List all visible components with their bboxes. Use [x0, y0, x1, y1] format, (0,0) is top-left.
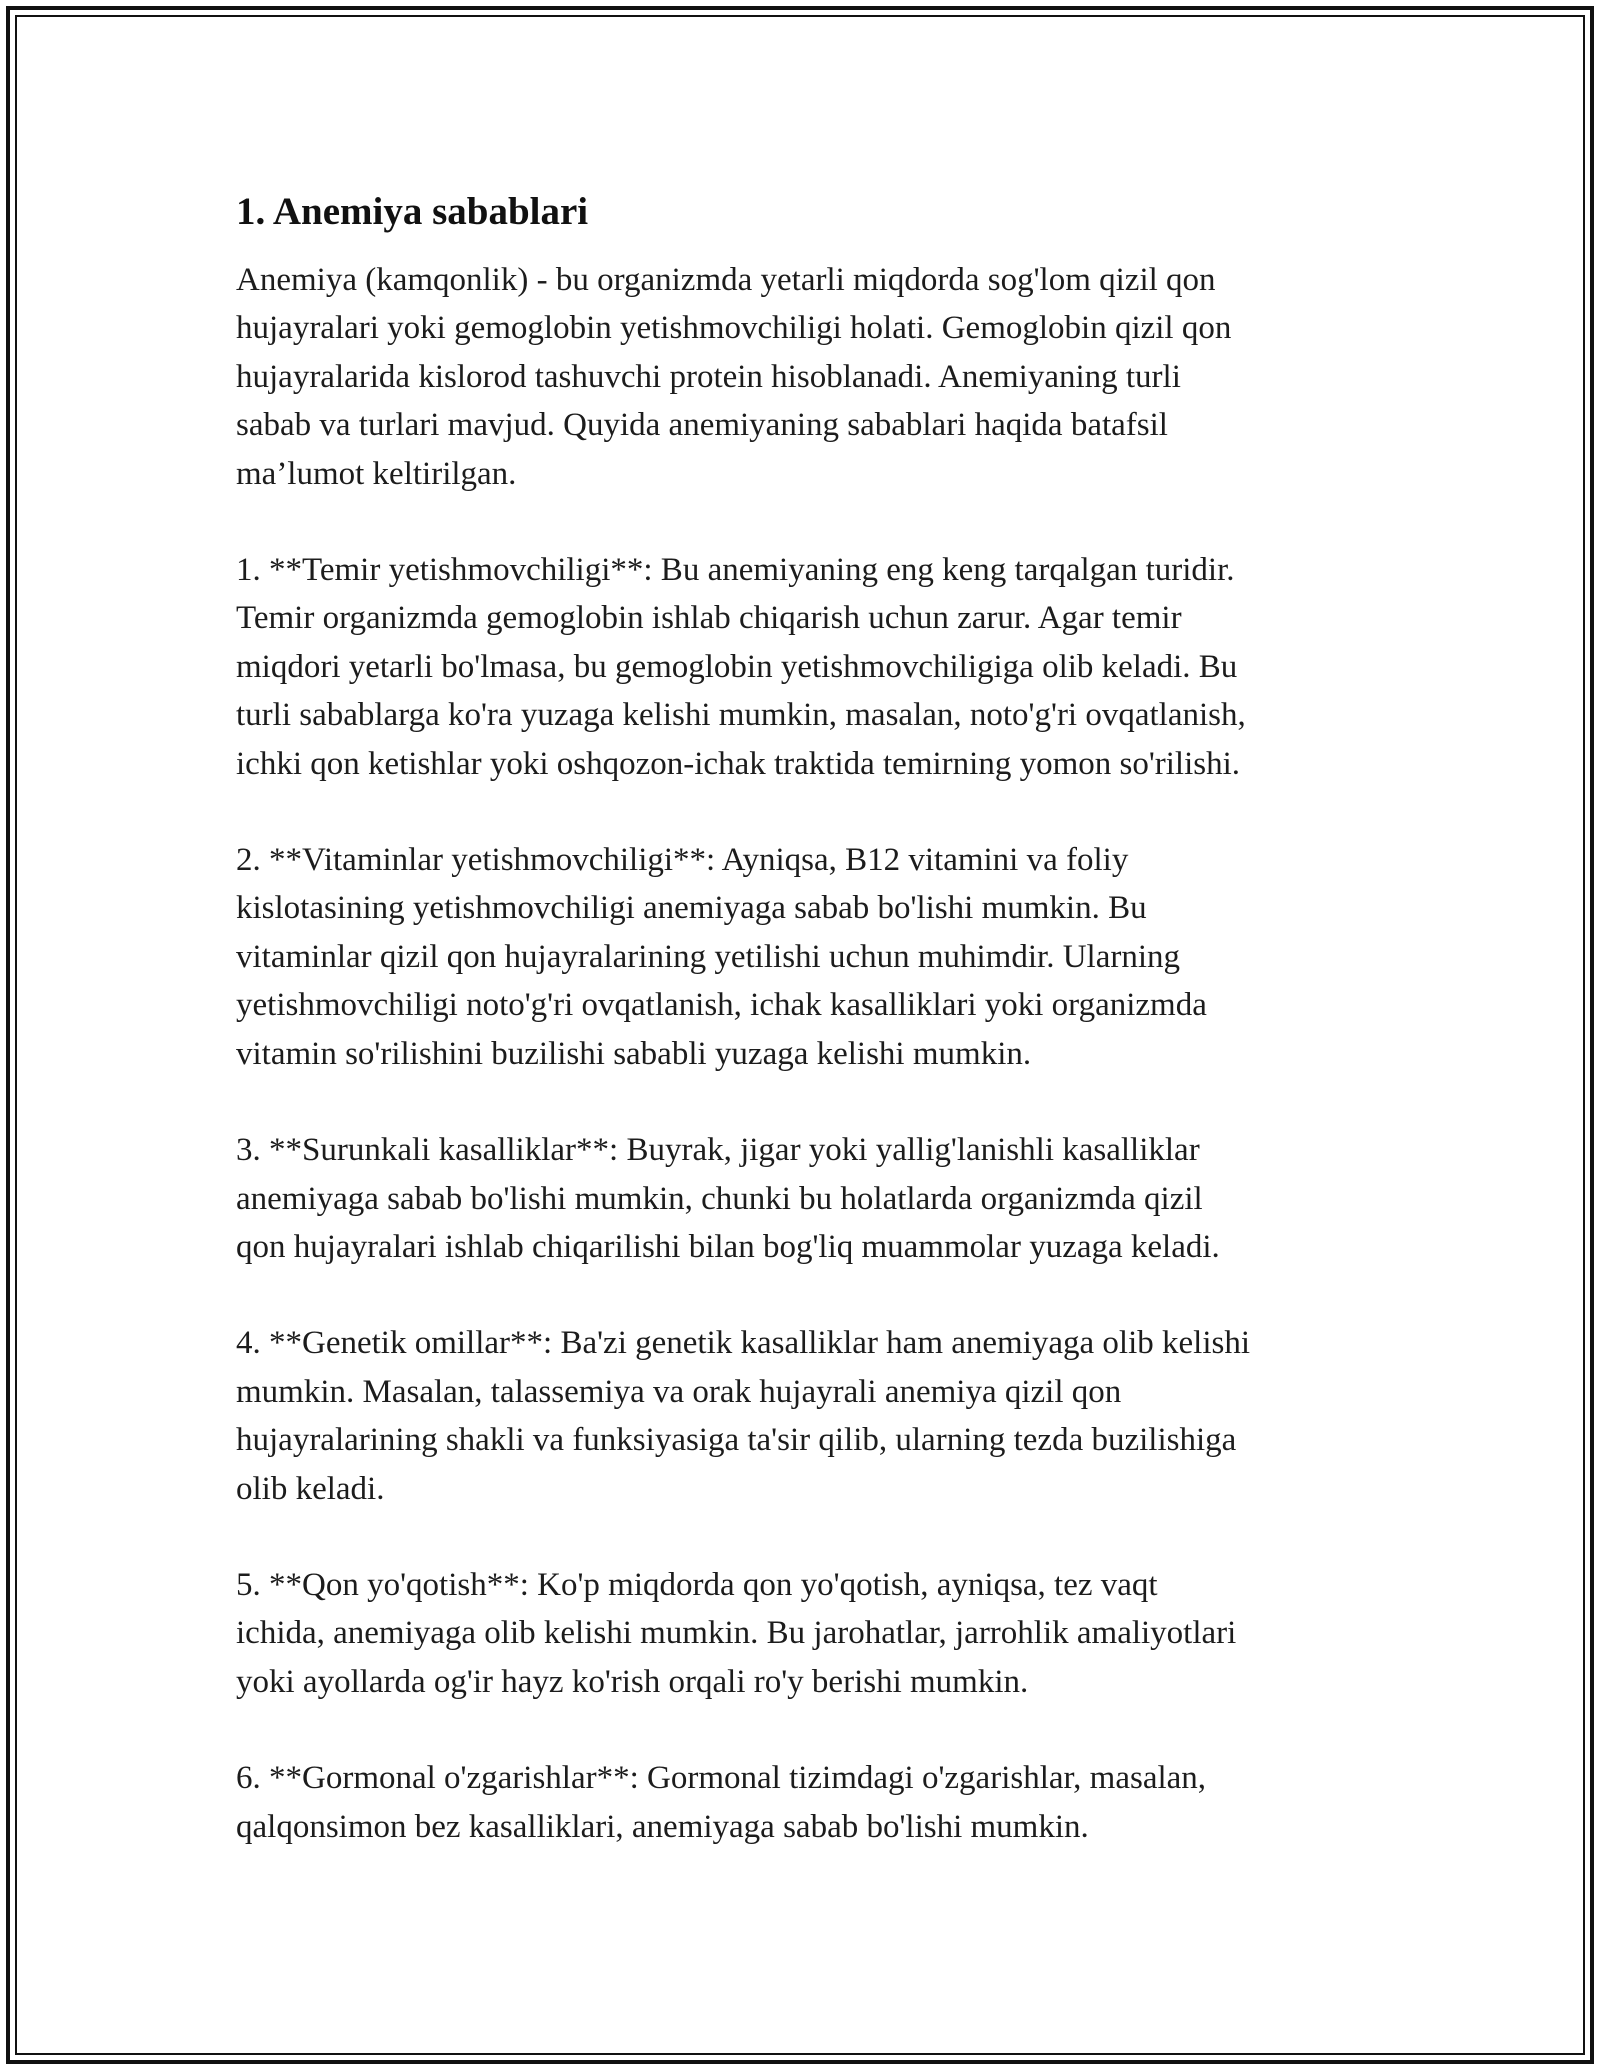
intro-paragraph: Anemiya (kamqonlik) - bu organizmda yetarli miqdorda sog'lom qizil qon hujayralari yoki gemoglobin yetishmovchiligi holati. Gemoglobin qizil qon hujayralarida kislorod tashuvchi protein hisoblanadi. Anemiyaning turli sabab va turlari mavjud. Quyida anemiyaning sabablari haqida batafsil ma’lumot keltirilgan.	[236, 262, 1232, 492]
cause-genetic-factors: 4. **Genetik omillar**: Ba'zi genetik kasalliklar ham anemiyaga olib kelishi mumkin. Masalan, talassemiya va orak hujayrali anemiya qizil qon hujayralarining shakli va funksiyasiga ta'sir qilib, ularning tezda buzilishiga olib keladi.	[236, 1325, 1251, 1507]
cause-blood-loss: 5. **Qon yo'qotish**: Ko'p miqdorda qon yo'qotish, ayniqsa, tez vaqt ichida, anemiyaga olib kelishi mumkin. Bu jarohatlar, jarrohlik amaliyotlari yoki ayollarda og'ir hayz ko'rish orqali ro'y berishi mumkin.	[236, 1566, 1237, 1700]
cause-chronic-diseases: 3. **Surunkali kasalliklar**: Buyrak, jigar yoki yallig'lanishli kasalliklar anemiyaga sabab bo'lishi mumkin, chunki bu holatlarda organizmda qizil qon hujayralari ishlab chiqarilishi bilan bog'liq muammolar yuzaga keladi.	[236, 1132, 1220, 1265]
document-body	[236, 186, 1376, 1851]
cause-iron-deficiency: 1. **Temir yetishmovchiligi**: Bu anemiyaning eng keng tarqalgan turidir. Temir organizmda gemoglobin ishlab chiqarish uchun zarur. Agar temir miqdori yetarli bo'lmasa, bu gemoglobin yetishmovchiligiga olib keladi. Bu turli sabablarga ko'ra yuzaga kelishi mumkin, masalan, noto'g'ri ovqatlanish, ichki qon ketishlar yoki oshqozon-ichak traktida temirning yomon so'rilishi.	[236, 552, 1246, 782]
section-heading: 1. Anemiya sabablari	[236, 190, 589, 233]
cause-hormonal-changes: 6. **Gormonal o'zgarishlar**: Gormonal tizimdagi o'zgarishlar, masalan, qalqonsimon bez kasalliklari, anemiyaga sabab bo'lishi mumkin.	[236, 1760, 1207, 1845]
cause-vitamin-deficiency: 2. **Vitaminlar yetishmovchiligi**: Ayniqsa, B12 vitamini va foliy kislotasining yetishmovchiligi anemiyaga sabab bo'lishi mumkin. Bu vitaminlar qizil qon hujayralarining yetilishi uchun muhimdir. Ularning yetishmovchiligi noto'g'ri ovqatlanish, ichak kasalliklari yoki organizmda vitamin so'rilishini buzilishi sababli yuzaga kelishi mumkin.	[236, 842, 1207, 1072]
